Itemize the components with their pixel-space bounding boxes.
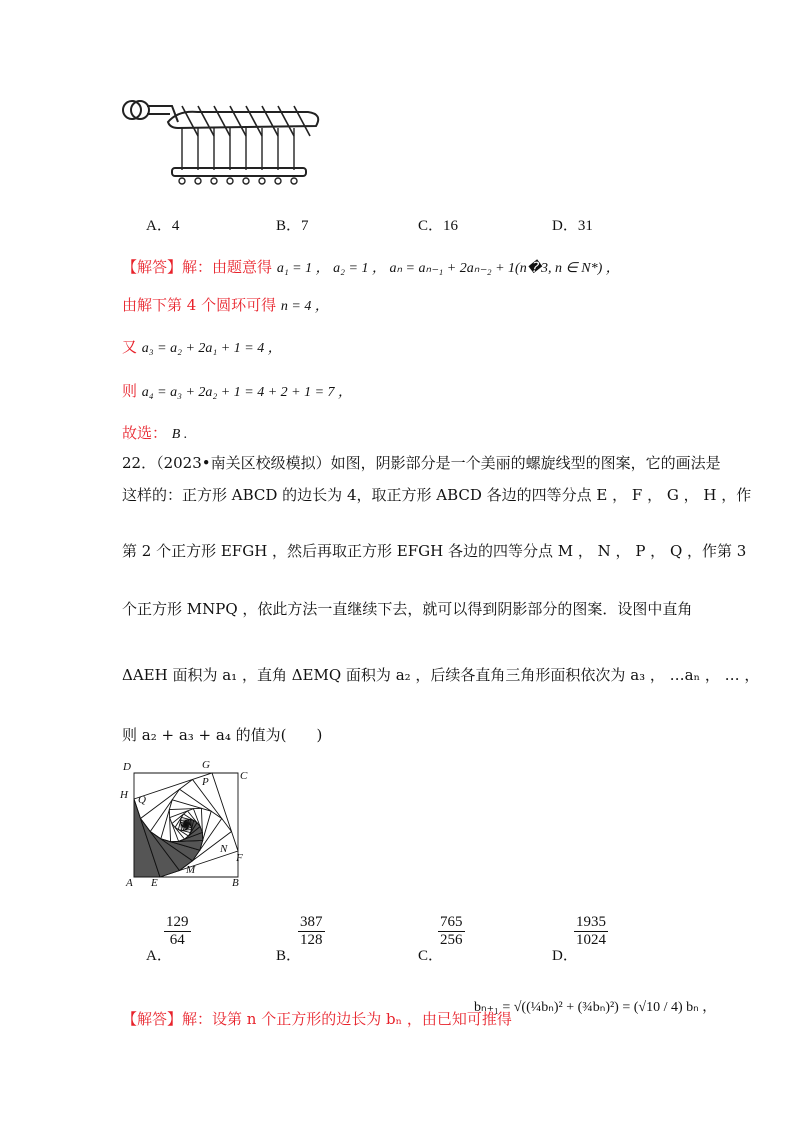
label-e: E [151, 877, 158, 889]
q22-option-c-numerator: 765 [440, 914, 463, 930]
label-a: A [126, 877, 133, 889]
nine-rings-figure [118, 92, 340, 192]
q22-option-c-denominator: 256 [440, 932, 463, 948]
q22-option-a-fraction [164, 914, 191, 949]
q22-option-c-letter: C． [418, 948, 444, 964]
spiral-squares-figure [114, 758, 270, 890]
q21-answer: B . [171, 427, 188, 442]
q22-option-d-fraction [574, 914, 608, 949]
q22-line6: 则 a₂ + a₃ + a₄ 的值为( ) [122, 726, 323, 744]
q22-option-b-letter: B． [276, 948, 302, 964]
q21-l2-text: 由解下第 4 个圆环可得 [122, 296, 277, 314]
q21-l4-text: 则 [122, 382, 138, 400]
q22-option-d-numerator: 1935 [576, 914, 606, 930]
q22-line3: 第 2 个正方形 EFGH ，然后再取正方形 EFGH 各边的四等分点 M ， N ， P ， Q ，作第 3 [122, 542, 747, 560]
label-b: B [232, 877, 239, 889]
label-d: D [123, 761, 131, 773]
q22-line4: 个正方形 MNPQ ，依此方法一直继续下去，就可以得到阴影部分的图案．设图中直角 [122, 600, 693, 618]
q21-recurrence-formula: a₁ = 1 ， a₂ = 1 ， aₙ = aₙ₋₁ + 2aₙ₋₂ + 1(n�3, n ∈ N*) ， [276, 261, 620, 276]
q22-option-d-letter: D． [552, 948, 578, 964]
label-n: N [220, 843, 228, 855]
q21-solution-line1 [122, 256, 620, 277]
q22-option-c-fraction [438, 914, 465, 949]
q21-option-a: A．4 [146, 218, 180, 234]
q21-l3-text: 又 [122, 338, 138, 356]
q22-solution-text: 解：设第 n 个正方形的边长为 bₙ ，由已知可推得 [182, 1010, 512, 1028]
q21-option-b: B．7 [276, 218, 309, 234]
q21-option-d: D．31 [552, 218, 593, 234]
q22-line1: 22．（2023•南关区校级模拟）如图，阴影部分是一个美丽的螺旋线型的图案，它的画法是 [122, 454, 721, 472]
q22-option-b-denominator: 128 [300, 932, 323, 948]
q22-option-a-numerator: 129 [166, 914, 189, 930]
label-m: M [186, 864, 196, 876]
q21-solution-line2 [122, 294, 329, 315]
q21-l5-text: 故选： [122, 424, 168, 442]
label-h: H [120, 789, 128, 801]
q21-solution-line3 [122, 336, 282, 357]
label-q: Q [138, 794, 146, 806]
label-g: G [202, 759, 210, 771]
q22-option-d-denominator: 1024 [576, 932, 606, 948]
q22-option-b-numerator: 387 [300, 914, 323, 930]
q22-option-b-fraction [298, 914, 325, 949]
q22-line2: 这样的：正方形 ABCD 的边长为 4，取正方形 ABCD 各边的四等分点 E ， F ， G ， H ，作 [122, 486, 752, 504]
q21-solution-line5 [122, 422, 187, 443]
label-c: C [240, 770, 248, 782]
label-f: F [236, 852, 243, 864]
q21-solution-intro: 解：由题意得 [182, 258, 273, 276]
q21-l4-formula: a₄ = a₃ + 2a₂ + 1 = 4 + 2 + 1 = 7 ， [141, 385, 353, 400]
q21-solution-label: 【解答】 [122, 258, 183, 276]
q22-option-a-letter: A． [146, 948, 172, 964]
q21-option-c: C．16 [418, 218, 459, 234]
q22-solution-label: 【解答】 [122, 1010, 183, 1028]
q22-solution-line [122, 1008, 512, 1029]
q22-solution-formula: bₙ₊₁ = √((¼bₙ)² + (¾bₙ)²) = (√10 / 4) bₙ ， [474, 1000, 717, 1015]
q21-l2-formula: n = 4 ， [280, 299, 329, 314]
q21-solution-line4 [122, 380, 352, 401]
q22-line5: ΔAEH 面积为 a₁ ，直角 ΔEMQ 面积为 a₂ ，后续各直角三角形面积依次为 a₃ ， …aₙ ， … ， [122, 666, 760, 684]
q22-option-a-denominator: 64 [164, 931, 191, 949]
q21-l3-formula: a₃ = a₂ + 2a₁ + 1 = 4 ， [141, 341, 282, 356]
label-p: P [202, 776, 209, 788]
